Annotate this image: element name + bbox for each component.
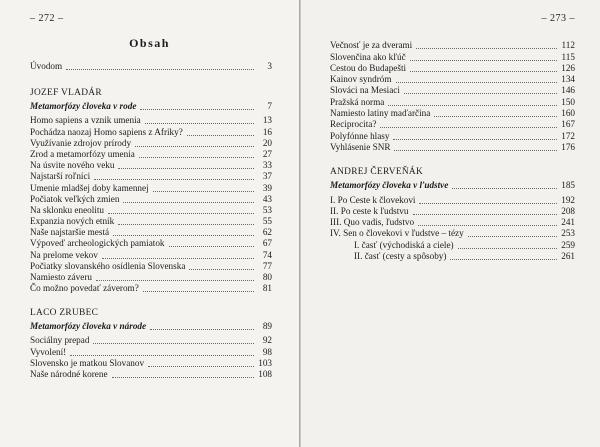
toc-entry-page: 261 bbox=[561, 251, 575, 262]
toc-entry bbox=[330, 194, 575, 205]
toc-entry-page: 92 bbox=[262, 335, 272, 346]
toc-entry-title: II. časť (cesty a spôsoby) bbox=[354, 251, 447, 262]
dot-leader bbox=[145, 123, 254, 124]
toc-entry bbox=[330, 108, 575, 119]
toc-entry-title: Slovenčina ako kľúč bbox=[330, 51, 406, 62]
dot-leader bbox=[418, 225, 557, 226]
toc-entry bbox=[30, 149, 272, 160]
dot-leader bbox=[434, 116, 557, 117]
toc-entry-page: 150 bbox=[561, 96, 575, 107]
toc-entry-page: 172 bbox=[561, 130, 575, 141]
dot-leader bbox=[410, 60, 557, 61]
toc-entry bbox=[30, 160, 272, 171]
section-vladar bbox=[30, 101, 272, 294]
dot-leader bbox=[450, 259, 557, 260]
toc-entry-title: Vyvolení! bbox=[30, 346, 67, 357]
section-subtitle bbox=[330, 180, 575, 191]
toc-entry bbox=[330, 217, 575, 228]
toc-entry bbox=[330, 228, 575, 239]
toc-entry-title: Využívanie zdrojov prírody bbox=[30, 137, 132, 148]
toc-entry-page: 33 bbox=[262, 160, 272, 171]
toc-entry-title: Cestou do Budapešti bbox=[330, 62, 407, 73]
toc-entry-title: Večnosť je za dverami bbox=[330, 40, 413, 51]
toc-entry-title: Čo možno povedať záverom? bbox=[30, 283, 139, 294]
toc-entry bbox=[30, 171, 272, 182]
toc-entry-page: 27 bbox=[262, 148, 272, 159]
toc-entry bbox=[330, 74, 575, 85]
toc-entry bbox=[30, 205, 272, 216]
toc-entry-title: Reciprocita? bbox=[330, 119, 377, 130]
toc-entry bbox=[330, 85, 575, 96]
toc-entry-title: Na sklonku eneolitu bbox=[30, 204, 104, 215]
toc-entry-title: Namiesto záveru bbox=[30, 272, 92, 282]
toc-entry bbox=[330, 142, 575, 153]
toc-entry-page: 53 bbox=[262, 204, 272, 215]
toc-entry bbox=[30, 194, 272, 205]
toc-entry-page: 241 bbox=[561, 217, 575, 228]
dot-leader bbox=[139, 157, 254, 158]
toc-entry-title: Slovensko je matkou Slovanov bbox=[30, 357, 145, 368]
toc-entry-title: III. Quo vadis, ľudstvo bbox=[330, 217, 415, 228]
toc-entry-page: 55 bbox=[262, 216, 272, 227]
toc-entry-page: 126 bbox=[561, 62, 575, 73]
toc-entry-title: Homo sapiens a vznik umenia bbox=[30, 115, 141, 126]
dot-leader bbox=[380, 127, 557, 128]
dot-leader bbox=[396, 82, 558, 83]
dot-leader bbox=[135, 146, 254, 147]
toc-entry bbox=[330, 251, 575, 262]
author-heading-vladar: JOZEF VLADÁR bbox=[30, 88, 102, 98]
dot-leader bbox=[452, 188, 557, 189]
toc-entry-title: Naše národné korene bbox=[30, 368, 108, 379]
toc-entry-title: Zrod a metamorfózy umenia bbox=[30, 148, 135, 159]
dot-leader bbox=[70, 355, 254, 356]
toc-entry-title: Pražská norma bbox=[330, 96, 385, 107]
toc-entry-page: 134 bbox=[561, 74, 575, 85]
toc-entry-page: 208 bbox=[561, 205, 575, 216]
toc-entry bbox=[30, 138, 272, 149]
dot-leader bbox=[169, 246, 254, 247]
toc-entry-title: IV. Sen o človekovi v ľudstve – tézy bbox=[330, 228, 464, 239]
toc-entry bbox=[330, 119, 575, 130]
dot-leader bbox=[388, 105, 557, 106]
left-page bbox=[0, 0, 299, 447]
toc-entry bbox=[330, 40, 575, 51]
toc-entry-page: 43 bbox=[262, 193, 272, 204]
toc-entry-page: 108 bbox=[258, 368, 272, 379]
toc-entry bbox=[30, 249, 272, 260]
toc-entry-page: 103 bbox=[258, 357, 272, 368]
dot-leader bbox=[96, 280, 254, 281]
toc-entry-title: Počiatok veľkých zmien bbox=[30, 193, 120, 204]
toc-entry-page: 146 bbox=[561, 85, 575, 96]
dot-leader bbox=[187, 135, 254, 136]
dot-leader bbox=[93, 343, 254, 344]
toc-entry bbox=[30, 272, 272, 283]
toc-entry-title: Výpoveď archeologických pamiatok bbox=[30, 238, 165, 249]
toc-entry-title: Expanzia nových etník bbox=[30, 216, 115, 227]
toc-entry-title: Sociálny prepad bbox=[30, 335, 90, 346]
toc-entry bbox=[30, 216, 272, 227]
toc-entry bbox=[30, 261, 272, 272]
dot-leader bbox=[102, 258, 254, 259]
dot-leader bbox=[113, 235, 254, 236]
toc-entry-title: II. Po ceste k ľudstvu bbox=[330, 205, 409, 216]
toc-entry-title: Na prelome vekov bbox=[30, 249, 98, 260]
dot-leader bbox=[416, 48, 557, 49]
toc-entry bbox=[30, 238, 272, 249]
toc-entry-page: 89 bbox=[262, 321, 272, 332]
dot-leader bbox=[419, 203, 557, 204]
toc-entry-title: Najstarší roľníci bbox=[30, 171, 91, 182]
toc-entry-page: 192 bbox=[561, 194, 575, 205]
toc-entry bbox=[30, 369, 272, 380]
toc-entry bbox=[330, 206, 575, 217]
dot-leader bbox=[112, 377, 254, 378]
toc-entry-page: 167 bbox=[561, 119, 575, 130]
dot-leader bbox=[108, 213, 254, 214]
toc-entry-title: Pochádza naozaj Homo sapiens z Afriky? bbox=[30, 126, 183, 137]
toc-entry-list bbox=[330, 40, 575, 153]
toc-entry-title: Slováci na Mesiaci bbox=[330, 85, 400, 96]
dot-leader bbox=[66, 69, 254, 70]
toc-entry-page: 176 bbox=[561, 141, 575, 152]
toc-entry-page: 112 bbox=[561, 40, 575, 51]
toc-entry-list bbox=[30, 335, 272, 380]
toc-entry-page: 160 bbox=[561, 108, 575, 119]
toc-entry-title: Naše najstaršie mestá bbox=[30, 227, 110, 238]
section-cervenak bbox=[330, 180, 575, 262]
dot-leader bbox=[393, 139, 557, 140]
toc-entry bbox=[30, 126, 272, 137]
toc-entry bbox=[330, 51, 575, 62]
dot-leader bbox=[413, 214, 558, 215]
toc-entry-title: Kainov syndróm bbox=[330, 74, 392, 85]
dot-leader bbox=[468, 236, 557, 237]
toc-entry-page: 185 bbox=[561, 180, 575, 191]
toc-entry-page: 74 bbox=[262, 249, 272, 260]
toc-entry-page: 67 bbox=[262, 238, 272, 249]
right-page bbox=[301, 0, 600, 447]
dot-leader bbox=[410, 71, 557, 72]
toc-entry-title: Namiesto latiny maďarčina bbox=[330, 108, 431, 119]
toc-entry-title: I. časť (východiská a ciele) bbox=[354, 239, 454, 250]
toc-entry-title: Polyfónne hlasy bbox=[330, 130, 390, 141]
toc-entry-page: 62 bbox=[262, 227, 272, 238]
contents-heading: Obsah bbox=[129, 36, 170, 50]
toc-entry-title: Vyhlásenie SNR bbox=[330, 141, 391, 152]
toc-entry-page: 39 bbox=[262, 182, 272, 193]
author-heading-cervenak: ANDREJ ČERVEŇÁK bbox=[330, 167, 424, 177]
dot-leader bbox=[394, 150, 557, 151]
intro-entry-block bbox=[30, 61, 272, 72]
toc-entry bbox=[30, 358, 272, 369]
toc-entry-page: 13 bbox=[262, 115, 272, 126]
toc-entry bbox=[330, 63, 575, 74]
toc-entry-title: Počiatky slovanského osídlenia Slovenska bbox=[30, 260, 186, 271]
toc-entry-list bbox=[330, 194, 575, 262]
dot-leader bbox=[140, 109, 254, 110]
toc-entry-page: 80 bbox=[262, 272, 272, 282]
toc-entry bbox=[330, 239, 575, 250]
left-page-number: – 272 – bbox=[30, 13, 64, 24]
toc-entry-page: 115 bbox=[561, 51, 575, 62]
dot-leader bbox=[118, 224, 254, 225]
toc-entry bbox=[30, 335, 272, 346]
dot-leader bbox=[123, 202, 254, 203]
section-zrubec bbox=[30, 321, 272, 380]
toc-entry-title: Úvodom bbox=[30, 61, 63, 72]
dot-leader bbox=[404, 93, 557, 94]
dot-leader bbox=[150, 329, 254, 330]
dot-leader bbox=[153, 191, 254, 192]
toc-entry bbox=[30, 182, 272, 193]
dot-leader bbox=[458, 248, 557, 249]
author-heading-zrubec: LACO ZRUBEC bbox=[30, 308, 99, 318]
dot-leader bbox=[148, 366, 254, 367]
toc-entry bbox=[30, 283, 272, 294]
toc-entry bbox=[330, 130, 575, 141]
toc-entry-title: Metamorfózy človeka v rode bbox=[30, 101, 137, 112]
right-page-number: – 273 – bbox=[541, 13, 575, 24]
toc-entry bbox=[30, 115, 272, 126]
toc-entry bbox=[330, 96, 575, 107]
toc-entry-page: 77 bbox=[262, 260, 272, 271]
toc-entry-page: 259 bbox=[561, 239, 575, 250]
toc-entry-list bbox=[30, 115, 272, 294]
section-subtitle bbox=[30, 101, 272, 112]
toc-entry-page: 16 bbox=[262, 126, 272, 137]
toc-entry-page: 98 bbox=[262, 346, 272, 357]
toc-entry-title: Na úsvite nového veku bbox=[30, 160, 115, 171]
toc-entry-title: Metamorfózy človeka v národe bbox=[30, 321, 147, 332]
toc-entry-page: 81 bbox=[262, 283, 272, 294]
toc-entry bbox=[30, 227, 272, 238]
toc-entry-page: 7 bbox=[267, 101, 272, 112]
toc-entry-intro bbox=[30, 61, 272, 72]
toc-entry-page: 20 bbox=[262, 137, 272, 148]
dot-leader bbox=[189, 269, 254, 270]
dot-leader bbox=[143, 291, 254, 292]
continued-entries bbox=[330, 40, 575, 153]
dot-leader bbox=[118, 168, 254, 169]
toc-entry-page: 37 bbox=[262, 171, 272, 182]
dot-leader bbox=[94, 179, 254, 180]
toc-entry-title: Umenie mladšej doby kamennej bbox=[30, 182, 149, 193]
toc-entry-title: I. Po Ceste k človekovi bbox=[330, 194, 416, 205]
toc-entry-title: Metamorfózy človeka v ľudstve bbox=[330, 180, 449, 191]
toc-entry-page: 253 bbox=[561, 228, 575, 239]
toc-entry-page: 3 bbox=[267, 61, 272, 72]
toc-entry bbox=[30, 346, 272, 357]
section-subtitle bbox=[30, 321, 272, 332]
